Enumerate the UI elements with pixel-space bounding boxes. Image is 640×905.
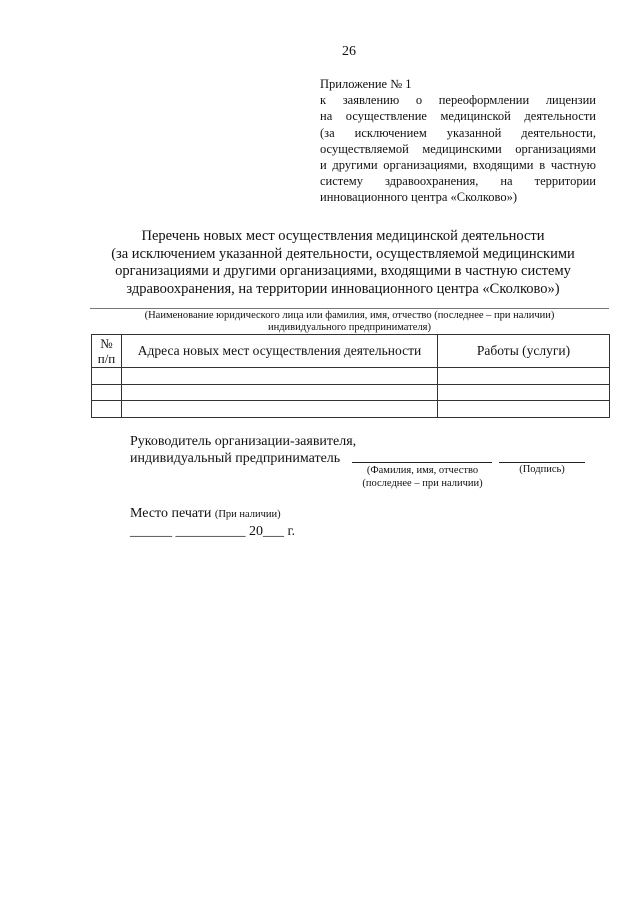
cell-works[interactable] bbox=[438, 401, 610, 418]
appendix-line: инновационного центра «Сколково») bbox=[320, 190, 518, 205]
places-table bbox=[91, 334, 610, 418]
signature-block bbox=[130, 433, 356, 467]
table-row bbox=[92, 384, 610, 401]
stamp-place bbox=[130, 506, 281, 522]
cell-works[interactable] bbox=[438, 384, 610, 401]
col-header-address: Адреса новых мест осуществления деятельности bbox=[122, 335, 438, 368]
col-number-symbol: № bbox=[100, 336, 113, 351]
title-line: здравоохранения, на территории инновационного центра «Сколково») bbox=[126, 280, 560, 297]
table-row bbox=[92, 368, 610, 385]
cell-number[interactable] bbox=[92, 384, 122, 401]
org-name-field-line[interactable] bbox=[90, 308, 609, 309]
title-line: Перечень новых мест осуществления медицинской деятельности bbox=[141, 228, 545, 244]
appendix-line: и другими организациями, входящими в частную bbox=[320, 158, 596, 173]
signatory-name-field-line[interactable] bbox=[352, 462, 492, 463]
cell-number[interactable] bbox=[92, 401, 122, 418]
org-name-caption bbox=[90, 310, 609, 333]
col-header-number bbox=[92, 335, 122, 368]
col-header-works: Работы (услуги) bbox=[438, 335, 610, 368]
name-caption-line: (последнее – при наличии) bbox=[362, 478, 483, 489]
org-caption-line: индивидуального предпринимателя) bbox=[267, 321, 432, 333]
col-number-abbr: п/п bbox=[97, 351, 116, 366]
appendix-line: (за исключением указанной деятельности, bbox=[320, 125, 596, 140]
cell-address[interactable] bbox=[122, 401, 438, 418]
date-field[interactable]: ______ __________ 20___ г. bbox=[130, 524, 296, 539]
appendix-line: к заявлению о переоформлении лицензии bbox=[320, 93, 596, 108]
cell-number[interactable] bbox=[92, 368, 122, 385]
title-line: (за исключением указанной деятельности, осуществляемой медицинскими bbox=[111, 245, 575, 262]
appendix-line: систему здравоохранения, на территории bbox=[320, 174, 596, 189]
appendix-title: Приложение № 1 bbox=[320, 77, 412, 91]
cell-address[interactable] bbox=[122, 368, 438, 385]
title-line: организациями и другими организациями, входящими в частную систему bbox=[115, 263, 571, 280]
appendix-line: на осуществление медицинской деятельности bbox=[320, 109, 596, 124]
name-caption-line: (Фамилия, имя, отчество bbox=[366, 465, 479, 476]
cell-works[interactable] bbox=[438, 368, 610, 385]
signatory-role-line2: индивидуальный предприниматель bbox=[130, 451, 341, 466]
signature-field-line[interactable] bbox=[499, 462, 585, 463]
cell-address[interactable] bbox=[122, 384, 438, 401]
stamp-label: Место печати bbox=[130, 506, 212, 521]
page-number: 26 bbox=[342, 44, 356, 59]
appendix-line: осуществляемой медицинскими организациями bbox=[320, 141, 596, 156]
stamp-note: (При наличии) bbox=[214, 509, 281, 520]
signatory-role-line1: Руководитель организации-заявителя, bbox=[130, 434, 357, 449]
appendix-header bbox=[320, 76, 596, 206]
document-title bbox=[80, 228, 606, 298]
org-caption-line: (Наименование юридического лица или фамилия, имя, отчество (последнее – при наличии) bbox=[144, 310, 555, 321]
table-row bbox=[92, 401, 610, 418]
table-header-row bbox=[92, 335, 610, 368]
signatory-name-caption bbox=[345, 464, 500, 490]
signature-caption: (Подпись) bbox=[519, 464, 565, 475]
